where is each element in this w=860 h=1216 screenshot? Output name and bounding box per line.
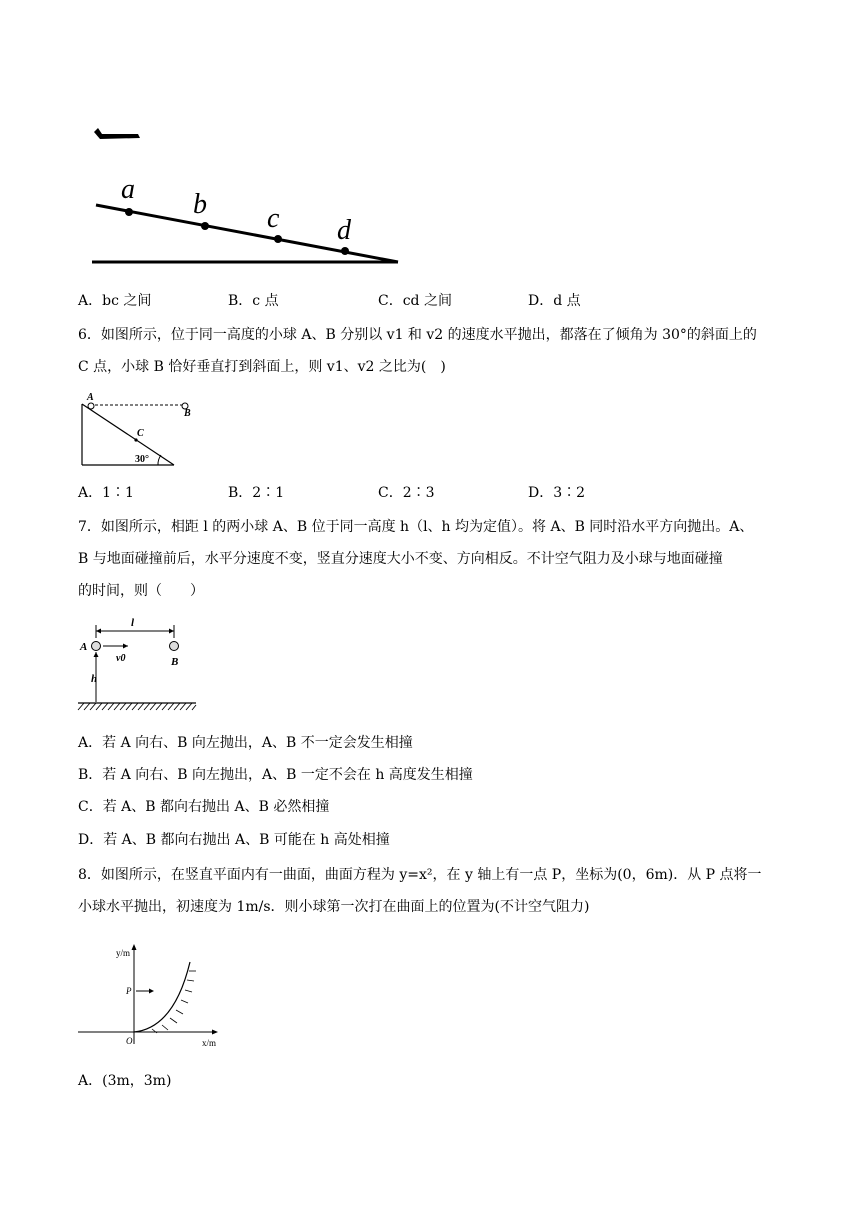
q8-figure	[78, 940, 228, 1050]
q7-option-b[interactable]: B．若 A 向右、B 向左抛出，A、B 一定不会在 h 高度发生相撞	[78, 767, 473, 783]
q6-stem-line1: 6．如图所示，位于同一高度的小球 A、B 分别以 v1 和 v2 的速度水平抛出，都落在了倾角为 30°的斜面上的	[78, 327, 757, 343]
airplane-icon	[94, 128, 140, 139]
label-b: B	[184, 408, 191, 419]
point-a	[125, 208, 133, 216]
q6-stem-line2: C 点，小球 B 恰好垂直打到斜面上，则 v1、v2 之比为( )	[78, 359, 446, 375]
point-b	[201, 222, 209, 230]
q6-option-a[interactable]: A．1∶1	[78, 485, 134, 501]
label-b: B	[171, 656, 179, 668]
q5-option-c[interactable]: C．cd 之间	[378, 293, 452, 309]
q5-option-d[interactable]: D．d 点	[528, 293, 581, 309]
label-c: c	[267, 203, 280, 234]
label-v0: v0	[116, 653, 126, 664]
label-a: A	[87, 392, 94, 403]
label-angle: 30°	[135, 454, 149, 465]
q6-option-c[interactable]: C．2∶3	[378, 485, 435, 501]
point-d	[341, 247, 349, 255]
q7-figure	[76, 614, 200, 714]
q7-option-d[interactable]: D．若 A、B 都向右抛出 A、B 可能在 h 高处相撞	[78, 832, 390, 848]
q5-figure	[80, 118, 410, 268]
q7-stem-line3: 的时间，则（ ）	[78, 583, 204, 599]
ball-a	[88, 403, 94, 409]
label-a: a	[121, 174, 135, 205]
label-p: P	[126, 986, 132, 996]
label-h: h	[91, 673, 98, 685]
curve-hatching	[152, 971, 196, 1033]
q7-stem-line2: B 与地面碰撞前后，水平分速度不变，竖直分速度大小不变、方向相反。不计空气阻力及小球与地面碰撞	[78, 551, 723, 567]
q7-option-a[interactable]: A．若 A 向右、B 向左抛出，A、B 不一定会发生相撞	[78, 735, 413, 751]
q8-option-a[interactable]: A．(3m，3m)	[78, 1073, 172, 1089]
ground-hatching	[78, 703, 196, 710]
q8-stem-line1: 8．如图所示，在竖直平面内有一曲面，曲面方程为 y=x²，在 y 轴上有一点 P，坐标为(0，6m)．从 P 点将一	[78, 867, 762, 883]
label-y-axis: y/m	[116, 948, 131, 958]
label-origin: O	[126, 1036, 133, 1046]
label-c: C	[137, 428, 144, 439]
ball-a	[92, 642, 101, 651]
q5-option-a[interactable]: A．bc 之间	[78, 293, 152, 309]
q6-figure	[78, 392, 208, 470]
ball-b	[170, 642, 179, 651]
q6-option-d[interactable]: D．3∶2	[528, 485, 586, 501]
curve	[134, 962, 190, 1032]
q7-option-c[interactable]: C．若 A、B 都向右抛出 A、B 必然相撞	[78, 799, 330, 815]
label-b: b	[193, 189, 207, 220]
label-l: l	[131, 617, 135, 629]
q5-option-b[interactable]: B．c 点	[228, 293, 279, 309]
q6-option-b[interactable]: B．2∶1	[228, 485, 285, 501]
label-a: A	[80, 641, 88, 653]
q8-stem-line2: 小球水平抛出，初速度为 1m/s．则小球第一次打在曲面上的位置为(不计空气阻力)	[78, 899, 590, 915]
label-x-axis: x/m	[202, 1038, 217, 1048]
label-d: d	[337, 215, 351, 246]
q7-stem-line1: 7．如图所示，相距 l 的两小球 A、B 位于同一高度 h（l、h 均为定值）。将 A、B 同时沿水平方向抛出。A、	[78, 519, 754, 535]
point-c	[274, 235, 282, 243]
